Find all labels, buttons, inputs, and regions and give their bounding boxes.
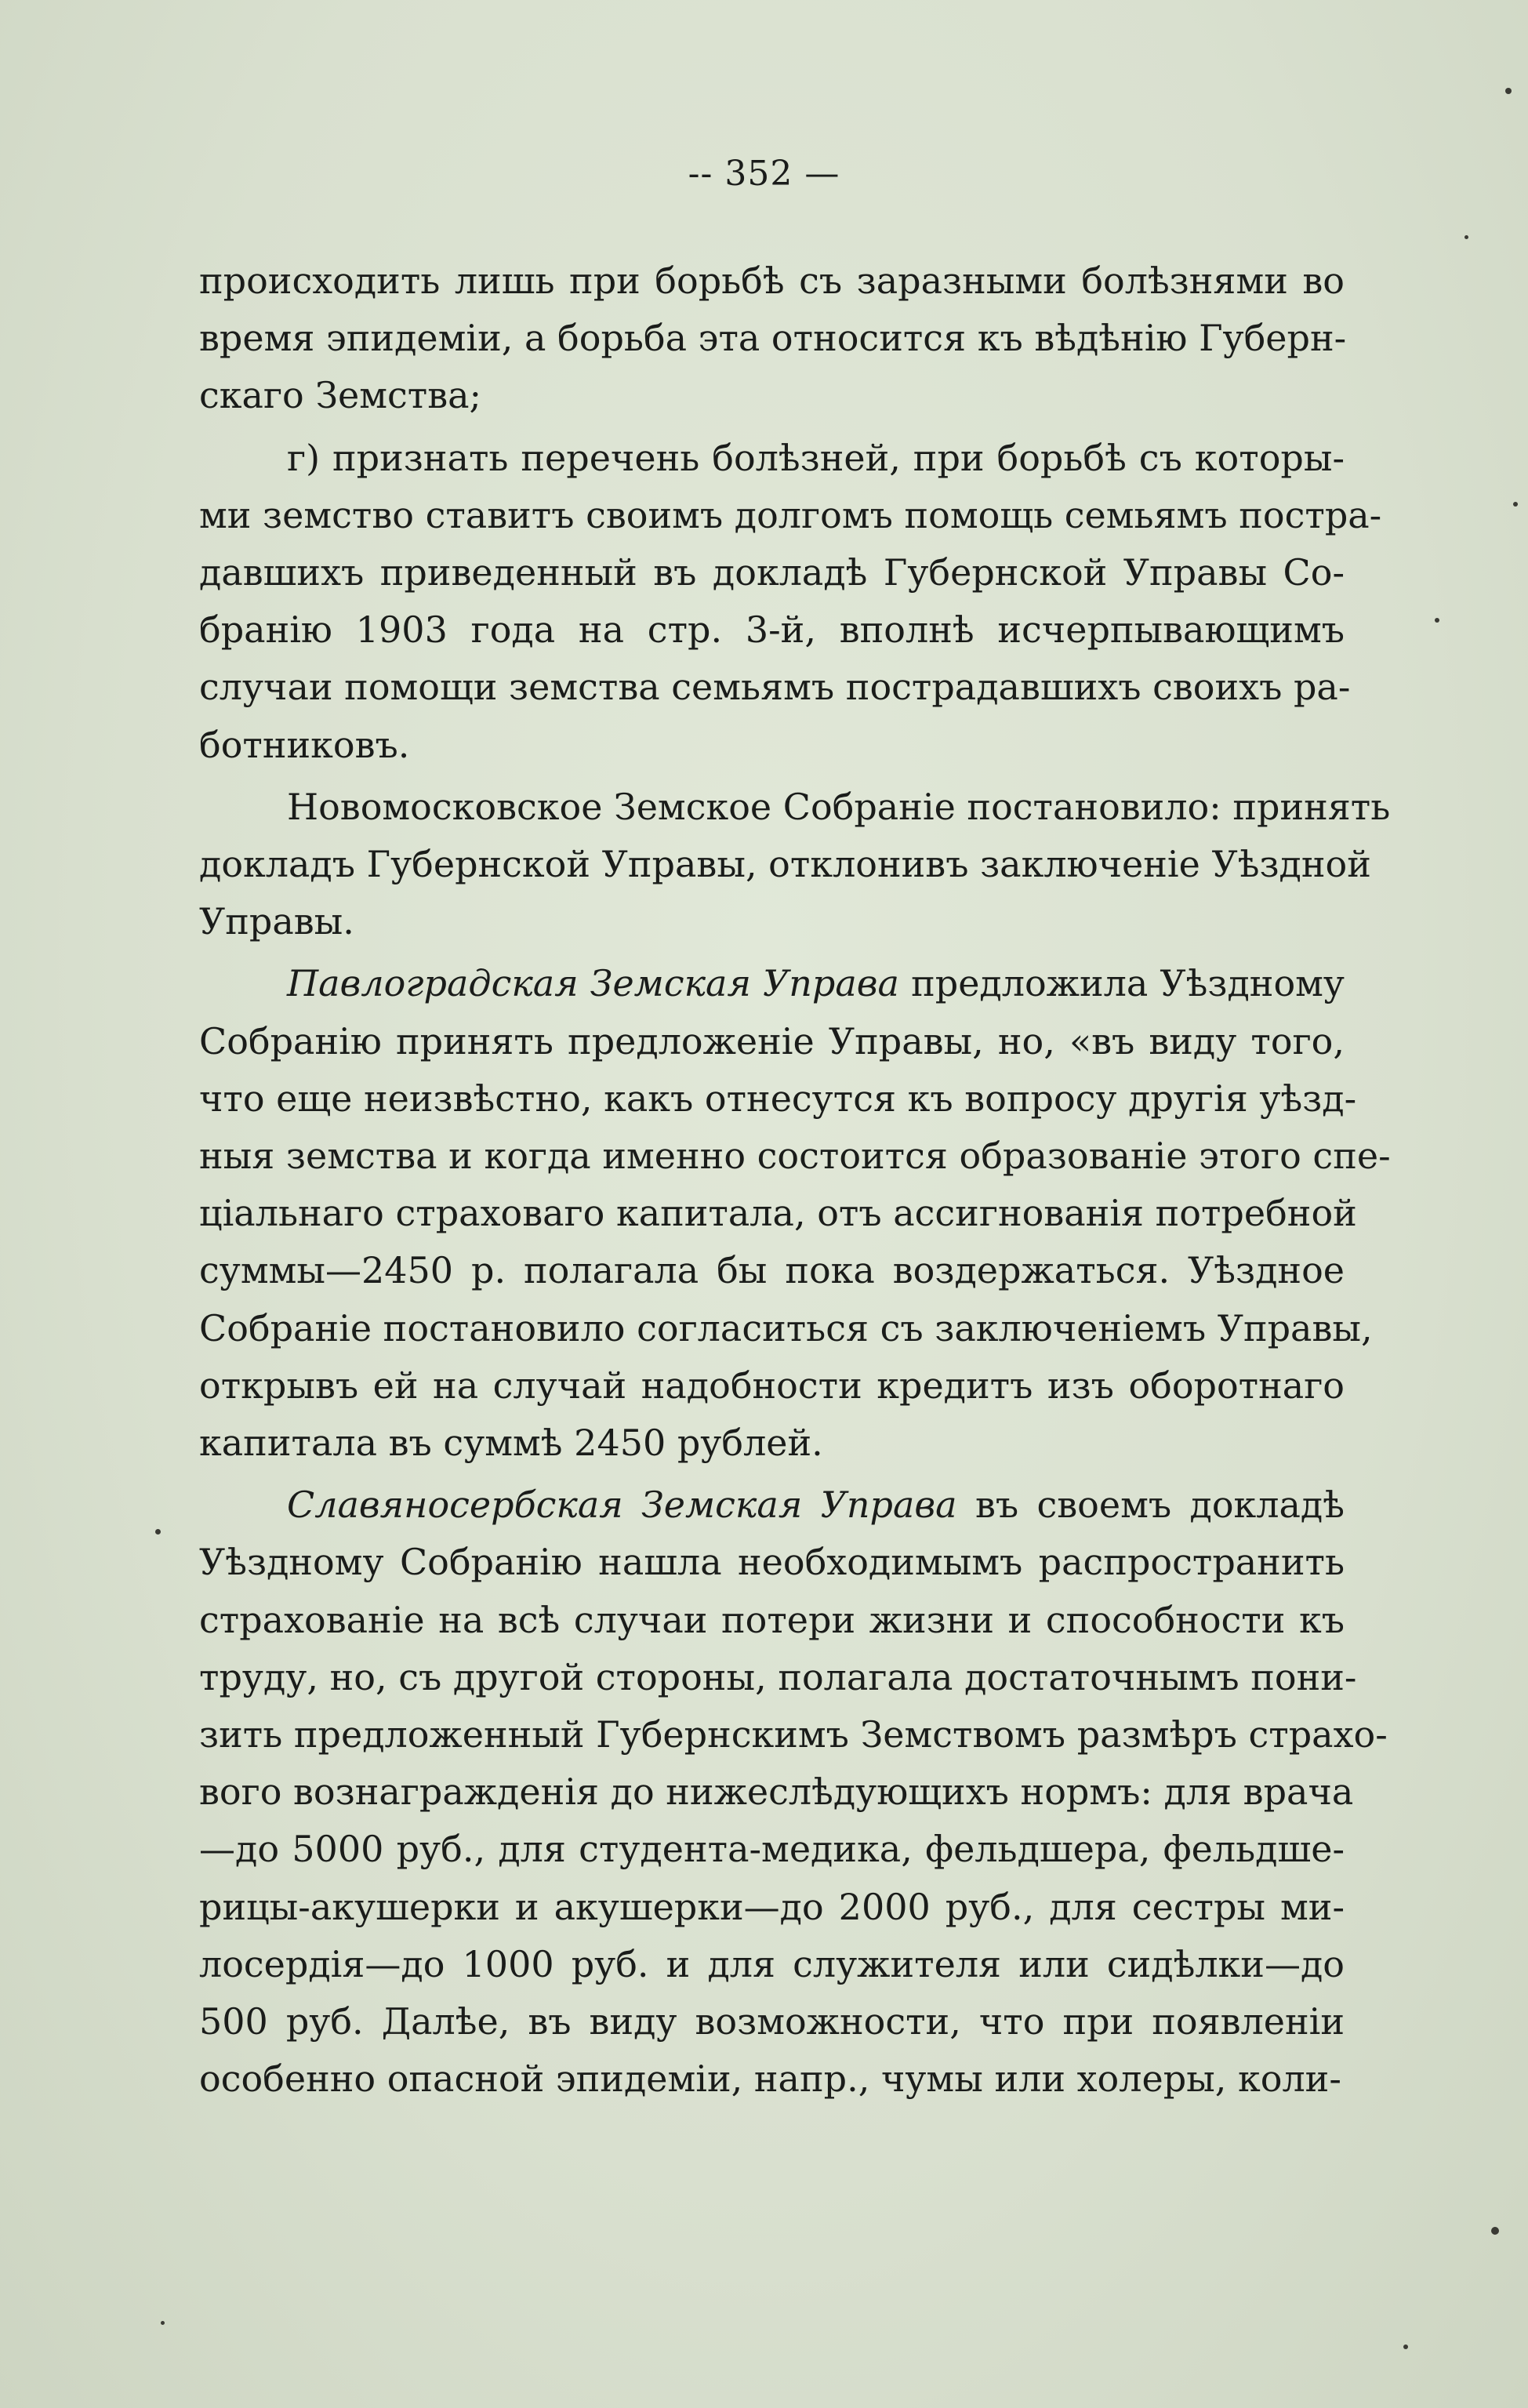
text-line [199, 841, 1371, 888]
text-run: ботниковъ. [199, 723, 410, 766]
text-run: ми земство ставитъ своимъ долгомъ помощь семьямъ постра- [199, 493, 1382, 536]
text-line [287, 434, 1345, 481]
text-line [287, 1481, 1345, 1528]
text-line [199, 1768, 1354, 1815]
text-line [199, 257, 1345, 304]
text-run: Собранію принять предложеніе Управы, но, «въ виду того, [199, 1019, 1345, 1062]
text-line [199, 1538, 1345, 1585]
text-line [199, 492, 1382, 539]
text-line [199, 2055, 1345, 2102]
text-line [199, 1941, 1345, 1988]
text-run: страхованіе на всѣ случаи потери жизни и способности къ [199, 1598, 1345, 1641]
ink-speck [1403, 2344, 1408, 2349]
text-run: 500 руб. Далѣе, въ виду возможности, что при появленіи [199, 2000, 1345, 2043]
text-run: ныя земства и когда именно состоится образованіе этого спе- [199, 1135, 1391, 1177]
text-line [199, 1018, 1345, 1065]
text-run: суммы—2450 р. полагала бы пока воздержаться. Уѣздное [199, 1249, 1345, 1292]
italic-text-run: Славяносербская Земская Управа [287, 1484, 957, 1527]
text-run: капитала въ суммѣ 2450 рублей. [199, 1422, 823, 1464]
text-run: Уѣздному Собранію нашла необходимымъ распространить [199, 1541, 1345, 1584]
text-run: предложила Уѣздному [898, 962, 1345, 1005]
text-line [199, 1362, 1345, 1409]
text-run: Новомосковское Земское Собраніе постановило: принять [287, 785, 1391, 828]
text-line [199, 1247, 1345, 1294]
text-line [199, 1883, 1345, 1930]
text-line [199, 1189, 1357, 1237]
text-run: —до 5000 руб., для студента-медика, фельдшера, фельдше- [199, 1828, 1345, 1871]
text-line [199, 606, 1345, 653]
text-line [199, 314, 1345, 361]
text-line [199, 721, 1345, 768]
text-line [199, 1825, 1345, 1872]
text-run: происходить лишь при борьбѣ съ заразными болѣзнями во [199, 260, 1345, 302]
ink-speck [1513, 502, 1518, 507]
text-line [199, 1654, 1357, 1701]
text-run: въ своемъ докладѣ [956, 1484, 1345, 1527]
text-line [199, 898, 1345, 945]
text-run: время эпидеміи, а борьба эта относится къ вѣдѣнію Губерн- [199, 317, 1347, 360]
text-line [199, 1711, 1388, 1758]
text-line [199, 1075, 1357, 1122]
ink-speck [155, 1529, 161, 1535]
text-line [287, 960, 1345, 1007]
text-run: Собраніе постановило согласиться съ заключеніемъ Управы, [199, 1306, 1373, 1349]
text-line [199, 1305, 1373, 1352]
ink-speck [1491, 2227, 1499, 2235]
text-line [287, 783, 1391, 830]
text-run: лосердія—до 1000 руб. и для служителя или сидѣлки—до [199, 1942, 1345, 1985]
text-run: случаи помощи земства семьямъ пострадавшихъ своихъ ра- [199, 666, 1351, 709]
italic-text-run: Павлоградская Земская Управа [287, 962, 899, 1005]
ink-speck [1435, 618, 1439, 623]
text-line [199, 1596, 1345, 1643]
text-run: бранію 1903 года на стр. 3-й, вполнѣ исчерпывающимъ [199, 608, 1345, 652]
text-line [199, 372, 1345, 419]
ink-speck [1464, 235, 1468, 239]
text-run: особенно опасной эпидеміи, напр., чумы или холеры, коли- [199, 2058, 1341, 2101]
text-run: давшихъ приведенный въ докладѣ Губернской Управы Со- [199, 551, 1345, 594]
text-run: г) признать перечень болѣзней, при борьбѣ съ которы- [287, 436, 1345, 479]
text-run: что еще неизвѣстно, какъ отнесутся къ вопросу другія уѣзд- [199, 1077, 1357, 1120]
text-line [199, 1998, 1345, 2045]
text-run: зить предложенный Губернскимъ Земствомъ размѣръ страхо- [199, 1713, 1388, 1756]
text-run: докладъ Губернской Управы, отклонивъ заключеніе Уѣздной [199, 843, 1371, 885]
text-run: рицы-акушерки и акушерки—до 2000 руб., для сестры ми- [199, 1885, 1345, 1928]
page-number: -- 352 — [688, 154, 840, 194]
text-run: труду, но, съ другой стороны, полагала достаточнымъ пони- [199, 1655, 1357, 1698]
text-line [199, 1132, 1391, 1179]
ink-speck [161, 2321, 165, 2325]
text-line [199, 663, 1351, 710]
text-run: вого вознагражденія до нижеслѣдующихъ нормъ: для врача [199, 1771, 1354, 1814]
ink-speck [1505, 88, 1512, 94]
text-line [199, 1419, 1345, 1466]
text-run: Управы. [199, 900, 354, 943]
text-run: ціальнаго страховаго капитала, отъ ассигнованія потребной [199, 1192, 1357, 1235]
text-run: открывъ ей на случай надобности кредитъ изъ оборотнаго [199, 1364, 1345, 1407]
text-line [199, 549, 1345, 596]
text-run: скаго Земства; [199, 374, 482, 417]
